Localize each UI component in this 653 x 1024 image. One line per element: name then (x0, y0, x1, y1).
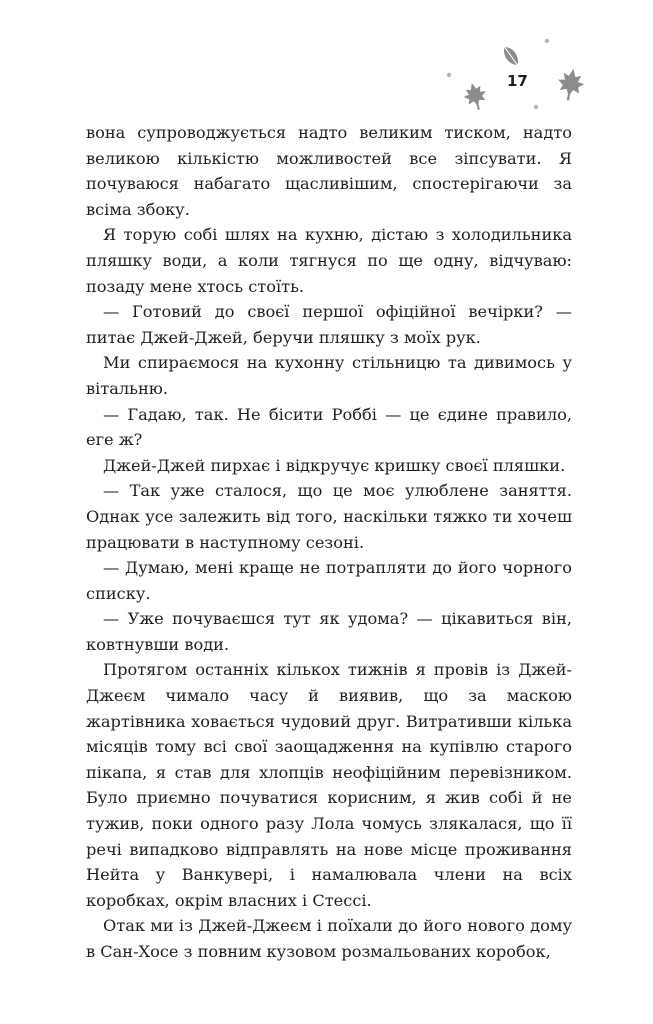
paragraph: Я торую собі шлях на кухню, дістаю з холодильника пляшку води, а коли тягнуся по ще одну, відчуваю: позаду мене хтось стоїть. (86, 225, 572, 296)
paragraph: — Гадаю, так. Не бісити Роббі — це єдине правило, еге ж? (86, 404, 572, 450)
body-text (86, 120, 572, 965)
paragraph: вона супроводжується надто великим тиском, надто великою кількістю можливостей все зіпсувати. Я почуваюся набагато щасливішим, спостерігаючи за всіма збоку. (86, 123, 572, 219)
dot-icon (534, 105, 538, 109)
page-number: 17 (507, 72, 528, 90)
leaf-ornament (0, 0, 653, 120)
paragraph: — Так уже сталося, що це моє улюблене заняття. Однак усе залежить від того, наскільки тяжко ти хочеш працювати в наступному сезоні. (86, 481, 572, 552)
paragraph: Отак ми із Джей-Джеєм і поїхали до його нового дому в Сан-Хосе з повним кузовом розмальованих коробок, (86, 916, 572, 961)
paragraph: — Думаю, мені краще не потрапляти до його чорного списку. (86, 558, 572, 603)
dot-icon (545, 39, 549, 43)
paragraph: — Уже почуваєшся тут як удома? — цікавиться він, ковтнувши води. (86, 609, 572, 654)
paragraph: Ми спираємося на кухонну стільницю та дивимось у вітальню. (86, 353, 572, 398)
maple-leaf-icon (555, 67, 587, 103)
paragraph: Протягом останніх кількох тижнів я провів із Джей-Джеєм чимало часу й виявив, що за маскою жартівника ховається чудовий друг. Витративши кілька місяців тому всі свої заощадження на купівлю старого пікапа, я став для хлопців неофіційним перевізником. Було приємно почуватися корисним, я жив собі й не тужив, поки одного разу Лола чомусь злякалася, що її речі випадково відправлять на нове місце проживання Нейта у Ванкувері, і намалювала члени на всіх коробках, окрім власних і Стессі. (86, 660, 572, 910)
page-header (0, 0, 653, 120)
paragraph: — Готовий до своєї першої офіційної вечірки? — питає Джей-Джей, беручи пляшку з моїх рук. (86, 302, 572, 347)
dot-icon (447, 73, 451, 77)
leaf-icon (500, 44, 523, 71)
paragraph: Джей-Джей пирхає і відкручує кришку своєї пляшки. (103, 455, 566, 475)
maple-leaf-icon (461, 80, 490, 113)
